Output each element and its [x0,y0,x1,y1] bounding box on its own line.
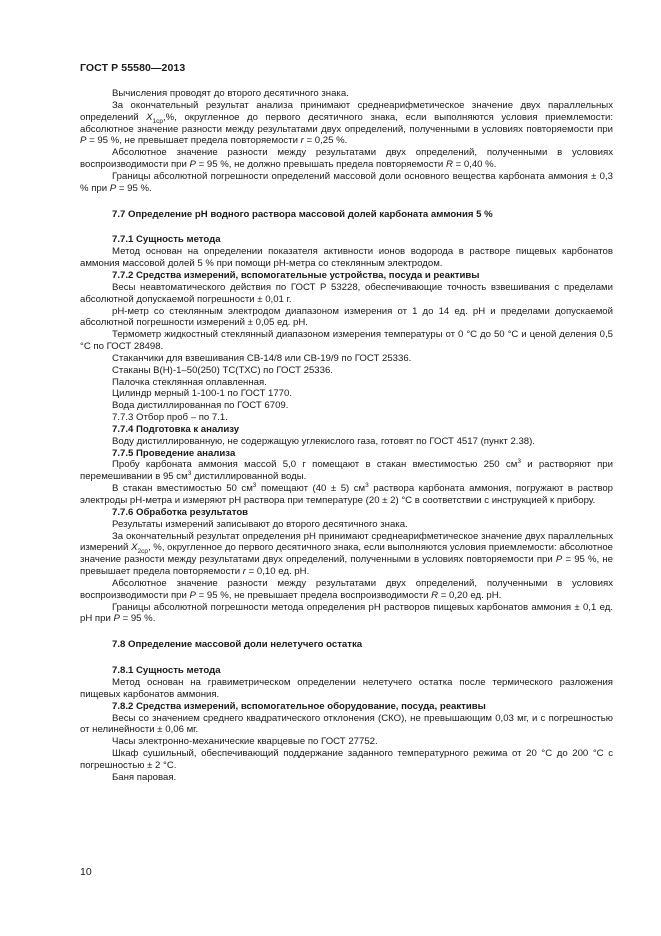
page-number: 10 [80,866,92,878]
paragraph: Воду дистиллированную, не содержащую углекислого газа, готовят по ГОСТ 4517 (пункт 2.38). [112,435,535,447]
paragraph: Границы абсолютной погрешности метода определения рН растворов пищевых карбонатов аммония ± 0,1 ед. рН при P = 95 %. [80,601,613,625]
paragraph: рН-метр со стеклянным электродом диапазоном измерения от 1 до 14 ед. рН и пределами допускаемой абсолютной погрешности измерений ± 0,05 ед. рН. [80,305,613,329]
paragraph: 7.7.3 Отбор проб – по 7.1. [112,412,228,424]
section-heading: 7.7 Определение рН водного раствора массовой долей карбоната аммония 5 % [112,208,493,220]
paragraph: Баня паровая. [112,771,177,783]
paragraph: Шкаф сушильный, обеспечивающий поддержание заданного температурного режима от 20 °С до 200 °С с погрешностью ± 2 °С. [80,748,613,771]
paragraph: Вычисления проводят до второго десятичного знака. [112,88,349,99]
paragraph: Стаканы В(Н)-1–50(250) ТС(ТХС) по ГОСТ 25336. [112,364,333,376]
paragraph: Часы электронно-механические кварцевые по ГОСТ 27752. [112,736,378,748]
subsection-heading: 7.7.4 Подготовка к анализу [112,423,240,435]
subsection-heading: 7.7.2 Средства измерений, вспомогательные устройства, посуда и реактивы [112,269,480,281]
paragraph: Палочка стеклянная оплавленная. [112,376,267,388]
subsection-heading: 7.8.2 Средства измерений, вспомогательное оборудование, посуда, реактивы [112,700,486,712]
paragraph: В стакан вместимостью 50 $см^3$ помещают (40 ± 5) $см^3$ раствора карбоната аммония, погружают в раствор электроды рН-метра и измеряют рН раствора при температуре (20 ± 2) °С в соответствии с инструкцией к прибору. [80,481,614,506]
paragraph: Метод основан на гравиметрическом определении нелетучего остатка после термического разложения пищевых карбонатов аммония. [80,676,613,700]
subsection-heading: 7.7.6 Обработка результатов [112,506,249,518]
paragraph: Стаканчики для взвешивания СВ-14/8 или СВ-19/9 по ГОСТ 25336. [112,352,412,364]
paragraph: Пробу карбоната аммония массой 5,0 г помещают в стакан вместимостью 250 $см^3$ и растворяют при перемешивании в 95 $см^3$ дистиллированной воды. [80,458,613,483]
document-body [80,88,613,784]
document-header: ГОСТ Р 55580—2013 [80,62,186,74]
section-heading: 7.8 Определение массовой доли нелетучего остатка [112,639,363,651]
paragraph: Абсолютное значение разности между результатами двух определений, полученными в условиях воспроизводимости при P = 95 %, не превышает предела воспроизводимости R = 0,20 ед. рН. [80,577,613,601]
paragraph: За окончательный результат анализа принимают среднеарифметическое значение двух параллельных определений $X_{1ср},\%$, округленное до первого десятичного знака, если выполняются условия приемлемости: абсолютное значение разности между результатами двух определений, полученными в условиях повторяемости при P = 95 %, не превышает предела повторяемости r = 0,25 %. [80,99,613,147]
paragraph: Термометр жидкостный стеклянный диапазоном измерения температуры от 0 °С до 50 °С и ценой деления 0,5 °С по ГОСТ 28498. [80,329,613,353]
paragraph: Вода дистиллированная по ГОСТ 6709. [112,400,289,412]
paragraph: Границы абсолютной погрешности определений массовой доли основного вещества карбоната аммония ± 0,3 % при P = 95 %. [80,170,613,194]
paragraph: Весы неавтоматического действия по ГОСТ Р 53228, обеспечивающие точность взвешивания с пределами абсолютной допускаемой погрешности ± 0,01 г. [80,281,613,305]
subsection-heading: 7.7.1 Сущность метода [112,234,221,246]
paragraph: Результаты измерений записывают до второго десятичного знака. [112,518,408,530]
paragraph: Абсолютное значение разности между результатами двух определений, полученными в условиях воспроизводимости при P = 95 %, не должно превышать предела повторяемости R = 0,40 %. [80,147,613,171]
subsection-heading: 7.8.1 Сущность метода [112,665,221,677]
paragraph: За окончательный результат определения рН принимают среднеарифметическое значение двух параллельных измерений $X_{2ср}$, %, округленное до первого десятичного знака, если выполняются условия приемлемости: абсолютное значение разности между результатами двух определений, полученными в условиях повторяемости при P = 95 %, не превышает предела повторяемости r = 0,10 ед. рН. [80,530,614,578]
paragraph: Метод основан на определении показателя активности ионов водорода в растворе пищевых карбонатов аммония массовой долей 5 % при помощи рН-метра со стеклянным электродом. [80,246,613,270]
paragraph: Цилиндр мерный 1-100-1 по ГОСТ 1770. [112,388,292,400]
subsection-heading: 7.7.5 Проведение анализа [112,447,236,459]
paragraph: Весы со значением среднего квадратического отклонения (СКО), не превышающим 0,03 мг, и с погрешностью от нелинейности ± 0,06 мг. [80,712,613,736]
